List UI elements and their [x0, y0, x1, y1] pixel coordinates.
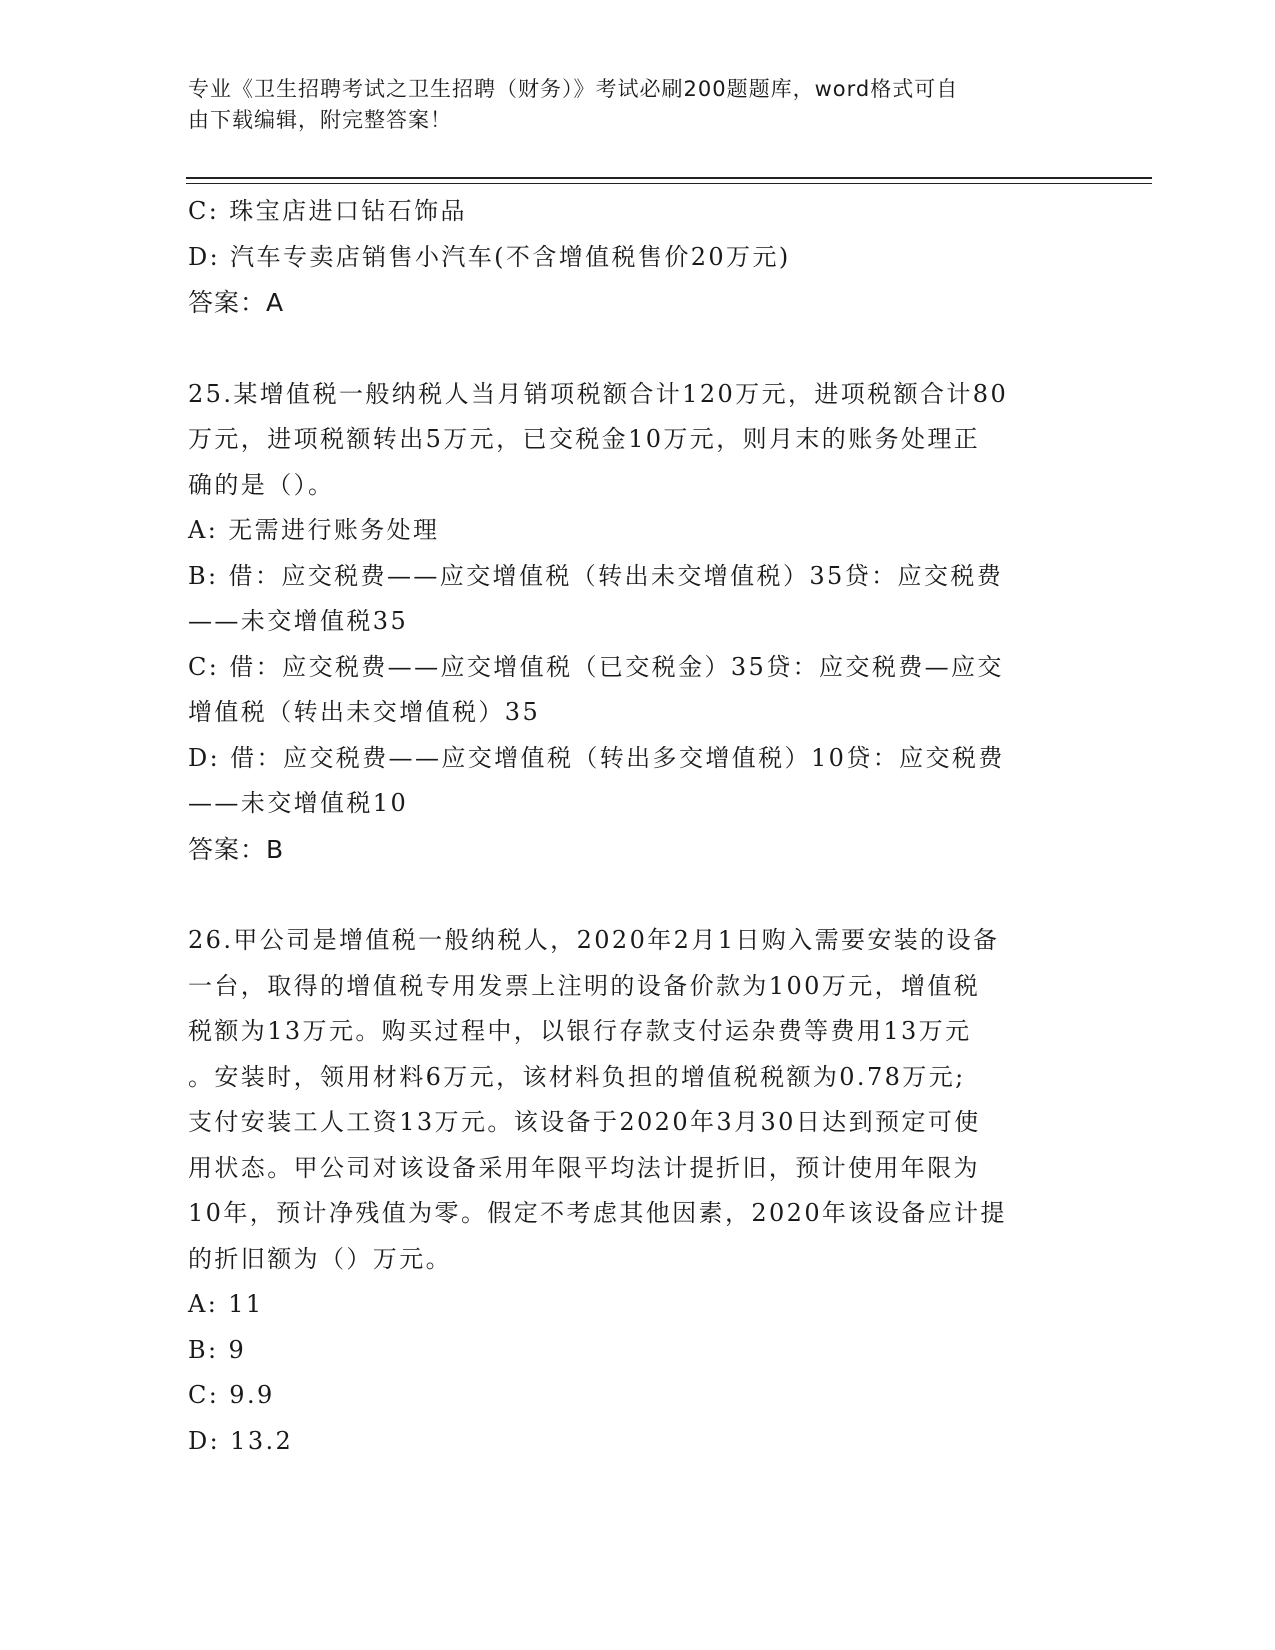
answer-line: 答案：B — [188, 834, 285, 864]
question-26 — [188, 918, 1078, 1464]
header-line-2: 由下载编辑，附完整答案！ — [188, 108, 452, 132]
question-stem-line: 26.甲公司是增值税一般纳税人，2020年2月1日购入需要安装的设备 — [188, 926, 1000, 954]
option-a: A: 11 — [188, 1290, 264, 1318]
question-stem-line: 支付安装工人工资13万元。该设备于2020年3月30日达到预定可使 — [188, 1108, 981, 1136]
answer-line: 答案：A — [188, 288, 285, 317]
option-a: A: 无需进行账务处理 — [188, 516, 440, 544]
document-body — [188, 189, 1078, 1464]
option-c-line-1: C: 借：应交税费——应交增值税（已交税金）35贷：应交税费—应交 — [188, 652, 1004, 681]
question-stem-line: 税额为13万元。购买过程中，以银行存款支付运杂费等费用13万元 — [188, 1017, 972, 1045]
option-d: D: 13.2 — [188, 1426, 294, 1455]
option-b-line-1: B: 借：应交税费——应交增值税（转出未交增值税）35贷：应交税费 — [188, 561, 1004, 590]
document-header — [188, 74, 1068, 136]
spacer — [188, 872, 1078, 918]
question-stem-line: 10年，预计净残值为零。假定不考虑其他因素，2020年该设备应计提 — [188, 1199, 1007, 1227]
header-line-1: 专业《卫生招聘考试之卫生招聘（财务）》考试必刷200题题库，word格式可自 — [188, 77, 959, 101]
question-stem-line: 的折旧额为（）万元。 — [188, 1244, 452, 1273]
question-stem-line: 。安装时，领用材料6万元，该材料负担的增值税税额为0.78万元; — [188, 1062, 966, 1091]
spacer — [188, 326, 1078, 372]
previous-question — [188, 189, 1078, 326]
option-c: C: 珠宝店进口钻石饰品 — [188, 197, 467, 225]
question-stem-line: 25.某增值税一般纳税人当月销项税额合计120万元，进项税额合计80 — [188, 379, 1009, 408]
header-rule-thin — [186, 183, 1152, 184]
question-stem-line: 确的是（）。 — [188, 470, 335, 499]
option-b-line-2: ——未交增值税35 — [188, 607, 409, 635]
option-d: D: 汽车专卖店销售小汽车(不含增值税售价20万元) — [188, 242, 791, 271]
option-d-line-2: ——未交增值税10 — [188, 789, 409, 817]
option-d-line-1: D: 借：应交税费——应交增值税（转出多交增值税）10贷：应交税费 — [188, 743, 1005, 772]
question-stem-line: 用状态。甲公司对该设备采用年限平均法计提折旧，预计使用年限为 — [188, 1153, 980, 1182]
question-stem-line: 万元，进项税额转出5万元，已交税金10万元，则月末的账务处理正 — [188, 425, 981, 453]
option-c: C: 9.9 — [188, 1381, 275, 1409]
header-rule-thick — [186, 177, 1152, 179]
option-c-line-2: 增值税（转出未交增值税）35 — [188, 698, 541, 726]
question-25 — [188, 372, 1078, 873]
option-b: B: 9 — [188, 1335, 247, 1364]
question-stem-line: 一台，取得的增值税专用发票上注明的设备价款为100万元，增值税 — [188, 971, 981, 1000]
